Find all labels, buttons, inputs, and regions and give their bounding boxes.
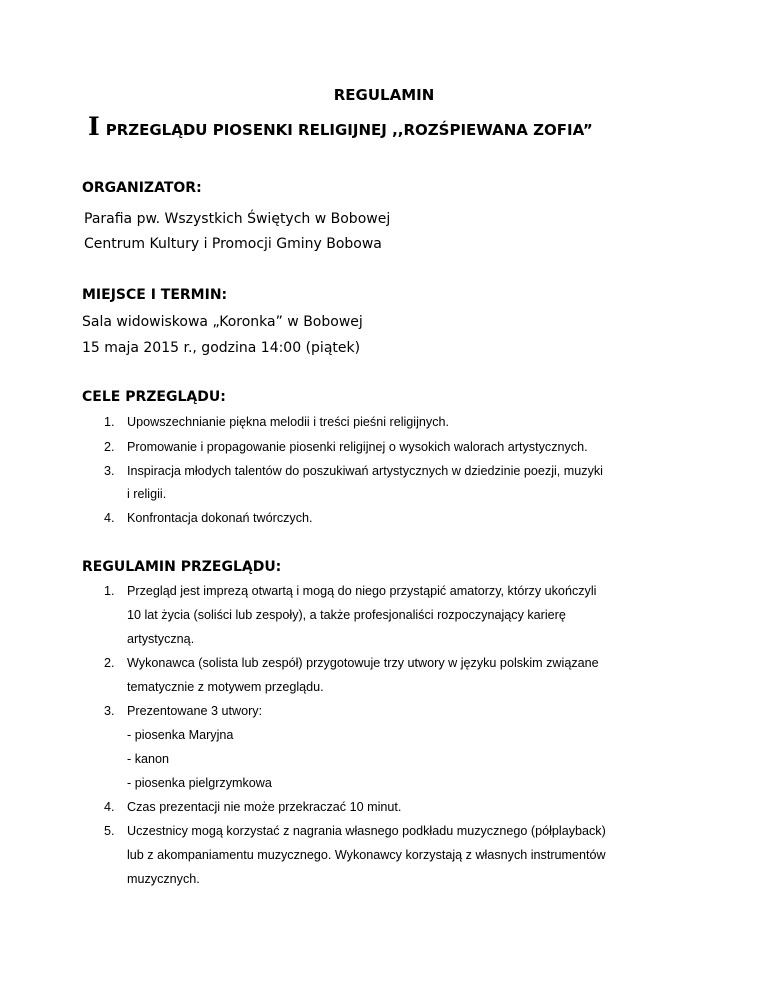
edition-numeral: I [88,112,100,141]
rule-number: 1. [104,584,115,598]
rule-text-continued: tematycznie z motywem przeglądu. [127,680,324,694]
subtitle-text: PRZEGLĄDU PIOSENKI RELIGIJNEJ ,,ROZŚPIEWANA ZOFIA” [105,121,593,139]
goal-text: Konfrontacja dokonań twórczych. [127,511,313,525]
document-subtitle [88,112,708,141]
rule-text: Czas prezentacji nie może przekraczać 10 minut. [127,800,402,814]
organizer-line: Parafia pw. Wszystkich Świętych w Bobowej [84,211,391,227]
goal-text: Promowanie i propagowanie piosenki religijnej o wysokich walorach artystycznych. [127,440,588,454]
document-title: REGULAMIN [333,86,435,104]
rule-text-continued: muzycznych. [127,872,200,886]
goal-text: Upowszechnianie piękna melodii i treści pieśni religijnych. [127,415,449,429]
organizer-heading: ORGANIZATOR: [82,180,202,196]
goal-number: 2. [104,440,115,454]
rule-text: Prezentowane 3 utwory: [127,704,263,718]
organizer-line: Centrum Kultury i Promocji Gminy Bobowa [84,236,382,252]
rule-number: 2. [104,656,115,670]
rule-subitem: - piosenka Maryjna [127,728,234,742]
date-line: 15 maja 2015 r., godzina 14:00 (piątek) [82,340,361,356]
goal-text: Inspiracja młodych talentów do poszukiwań artystycznych w dziedzinie poezji, muzyki [127,464,603,478]
place-line: Sala widowiskowa „Koronka” w Bobowej [82,314,363,330]
rule-subitem: - kanon [127,752,170,766]
goals-heading: CELE PRZEGLĄDU: [82,389,226,405]
rule-text: Uczestnicy mogą korzystać z nagrania własnego podkładu muzycznego (półplayback) [127,824,606,838]
rule-text-continued: artystyczną. [127,632,195,646]
goal-number: 4. [104,511,115,525]
goal-text-continued: i religii. [127,487,167,501]
rule-subitem: - piosenka pielgrzymkowa [127,776,272,790]
rule-text-continued: lub z akompaniamentu muzycznego. Wykonawcy korzystają z własnych instrumentów [127,848,606,862]
rule-number: 3. [104,704,115,718]
place-heading: MIEJSCE I TERMIN: [82,287,228,303]
rule-number: 4. [104,800,115,814]
goal-number: 3. [104,464,115,478]
rule-text: Przegląd jest imprezą otwartą i mogą do niego przystąpić amatorzy, którzy ukończyli [127,584,597,598]
rules-heading: REGULAMIN PRZEGLĄDU: [82,559,282,575]
rule-text: Wykonawca (solista lub zespół) przygotowuje trzy utwory w języku polskim związane [127,656,599,670]
rule-number: 5. [104,824,115,838]
rule-text-continued: 10 lat życia (soliści lub zespoły), a także profesjonaliści rozpoczynający karierę [127,608,566,622]
goal-number: 1. [104,415,115,429]
